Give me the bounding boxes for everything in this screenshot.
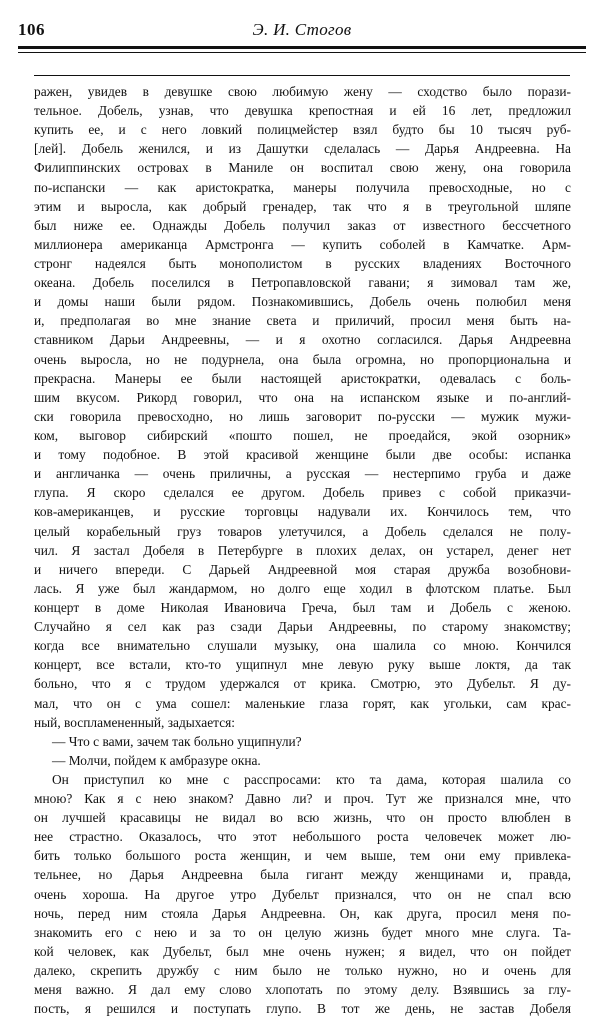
- text-line: по-испански — как аристократка, манеры получила превосходные, но с: [34, 179, 571, 195]
- text-line: миллионера американца Армстронга — купить соболей в Камчатке. Арм-: [34, 236, 571, 252]
- header-rule-thick: [18, 46, 586, 49]
- text-line: нее страстно. Оказалось, что этот небольшого роста человечек может лю-: [34, 829, 571, 845]
- text-line: он лучшей красавицы не видал во всю жизнь, что он просто влюблен в: [34, 810, 571, 826]
- text-line: концерт в доме Николая Ивановича Греча, был там и Добель с женою.: [34, 599, 571, 615]
- text-line: очень выросла, но не подурнела, она была огромна, но пропорциональна и: [34, 351, 571, 367]
- text-line: кой человек, как Дубельт, был мне очень нужен; я видел, что он пойдет: [34, 943, 571, 959]
- text-line: ставником Дарьи Андреевны, — и я охотно согласился. Дарья Андреевна: [34, 332, 571, 348]
- text-line: целый корабельный груз товаров улетучился, а Добель сделался не полу-: [34, 523, 571, 539]
- page-number: 106: [18, 20, 45, 39]
- header-rule-lower: [34, 75, 570, 76]
- text-line: шим вкусом. Рикорд говорил, что она на испанском языке и по-англий-: [34, 389, 571, 405]
- text-line: Филиппинских островах в Маниле он воспитал свою жену, она говорила: [34, 160, 571, 176]
- text-line: и, предполагая во мне знание света и приличий, просил меня быть на-: [34, 313, 571, 329]
- text-line: и англичанка — очень приличны, а русская — нестерпимо груба и даже: [34, 466, 571, 482]
- text-line: меня важно. Я дал ему слово хлопотать по этому делу. Взявшись за глу-: [34, 982, 571, 998]
- text-line: и ничего впереди. С Дарьей Андреевной моя старая дружба возобнови-: [34, 561, 571, 577]
- text-line: ков-американцев, и русские торговцы надували их. Кончилось тем, что: [34, 504, 571, 520]
- text-line: лась. Я уже был жандармом, но долго еще ходил в флотском платье. Был: [34, 580, 571, 596]
- body-text: [34, 82, 571, 1018]
- text-line: бить только большого роста женщин, и чем выше, тем они ему привлека-: [34, 848, 571, 864]
- text-line: Случайно я сел как раз сзади Дарьи Андреевны, по старому знакомству;: [34, 619, 571, 635]
- text-line: ражен, увидев в девушке свою любимую жену — сходство было порази-: [34, 84, 571, 99]
- text-line: ный, воспламененный, задыхается:: [34, 714, 236, 730]
- text-line: чил. Я застал Добеля в Петербурге в плохих делах, он устарел, денег нет: [34, 542, 571, 558]
- text-line: этим и выросла, как добрый гренадер, так что я в треугольной шляпе: [34, 198, 571, 214]
- text-line: и домы наши были рядом. Познакомившись, Добель очень полюбил меня: [34, 294, 571, 310]
- page-header: [18, 20, 586, 40]
- header-rule-thin: [18, 52, 586, 53]
- text-line: Он приступил ко мне с расспросами: кто та дама, которая шалила со: [52, 771, 571, 787]
- text-line: мал, что он с ума сошел: маленькие глаза горят, как угольки, сам крас-: [34, 695, 571, 711]
- text-line: — Что с вами, зачем так больно ущипнули?: [52, 733, 302, 749]
- text-line: больно, что я с трудом удержался от крика. Смотрю, это Дубельт. Я ду-: [34, 676, 571, 692]
- text-line: тельное. Добель, узнав, что девушка крепостная и ей 16 лет, предложил: [34, 103, 571, 119]
- text-line: пость, я решился и поступать глупо. В тот же день, не застав Добеля: [34, 1001, 571, 1017]
- text-line: концерт, все встали, кто-то ущипнул мне левую руку выше локтя, да так: [34, 657, 571, 673]
- text-line: далеко, скрепить дружбу с ним было не только нужно, но и очень для: [34, 963, 571, 979]
- text-line: океана. Добель поселился в Петропавловской гавани; я зимовал там же,: [34, 275, 571, 291]
- text-line: стронг надеялся быть монополистом в русских владениях Восточного: [34, 255, 571, 271]
- text-line: тельнее, но Дарья Андреевна была гигант между женщинами и, правда,: [34, 867, 571, 883]
- text-line: глупа. Я скоро сделался ее другом. Добель привез с собой приказчи-: [34, 485, 571, 501]
- text-line: мною? Как я с нею знаком? Давно ли? и проч. Тут же признался мне, что: [34, 791, 571, 807]
- text-line: ски говорила превосходно, но лишь заговорит по-русски — мужик мужи-: [34, 408, 571, 424]
- text-line: купить ее, и с него ловкий полицмейстер взял будто бы 10 тысяч руб-: [34, 122, 571, 138]
- text-line: ночь, перед ним стояла Дарья Андреевна. Он, как друга, просил меня по-: [34, 905, 571, 921]
- text-line: и тому подобное. В этой красивой женщине были две особы: испанка: [34, 447, 571, 463]
- text-line: когда все внимательно слушали музыку, она шалила со мною. Кончился: [34, 638, 571, 654]
- text-line: [лей]. Добель женился, и из Дашутки сделалась — Дарья Андреевна. На: [34, 141, 571, 157]
- text-line: прекрасна. Манеры ее были настоящей аристократки, одевалась с боль-: [34, 370, 571, 386]
- text-line: очень хороша. На другое утро Дубельт признался, что он не спал всю: [34, 886, 571, 902]
- running-title: Э. И. Стогов: [252, 20, 352, 39]
- text-line: знакомить его с нею и за то он целую жизнь будет много мне слуга. Та-: [34, 924, 571, 940]
- text-line: был ниже ее. Однажды Добель получил заказ от известного бессчетного: [34, 217, 571, 233]
- text-line: — Молчи, пойдем к амбразуре окна.: [52, 752, 261, 768]
- text-line: ком, выговор сибирский «пошто пошел, не проедайся, экой озорник»: [34, 427, 571, 443]
